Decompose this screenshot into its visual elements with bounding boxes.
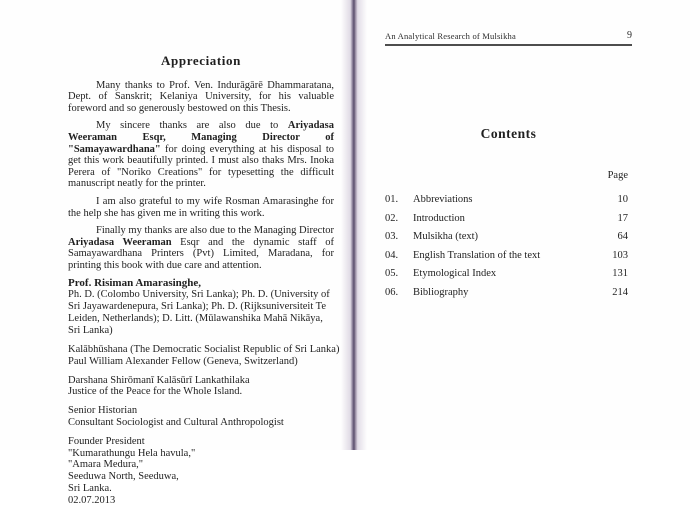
left-page bbox=[0, 0, 352, 506]
toc-entry-label: Etymological Index bbox=[413, 268, 497, 280]
author-honors bbox=[68, 344, 340, 368]
address-line: Founder President bbox=[68, 435, 145, 447]
toc-entry-label: Introduction bbox=[413, 212, 465, 224]
toc-entry-page: 214 bbox=[612, 286, 628, 298]
address-line: Sri Lanka. bbox=[68, 483, 112, 495]
paragraph-bold-text: Ariyadasa Weeraman bbox=[68, 236, 172, 248]
running-header bbox=[385, 30, 632, 46]
toc-entry-label: Bibliography bbox=[413, 286, 469, 298]
toc-entry-number: 05. bbox=[385, 268, 399, 280]
toc-entry-number: 04. bbox=[385, 249, 399, 261]
paragraph-text: Esqr and the dynamic staff of Samayawardhana Printers (Pvt) Limited, Maradana, for printing this book with due care and attention. bbox=[68, 236, 334, 271]
acknowledgement-paragraph-2 bbox=[68, 120, 334, 190]
table-of-contents bbox=[385, 194, 632, 299]
paragraph-text: Finally my thanks are also due to the Managing Director bbox=[96, 225, 334, 237]
toc-entry-page: 103 bbox=[612, 249, 628, 261]
honor-line: Paul William Alexander Fellow (Geneva, Switzerland) bbox=[68, 355, 298, 367]
address-line: "Amara Medura," bbox=[68, 459, 144, 471]
right-page bbox=[356, 0, 700, 450]
toc-entry-page: 17 bbox=[617, 212, 628, 224]
date-line: 02.07.2013 bbox=[68, 494, 116, 506]
toc-entry-page: 64 bbox=[617, 231, 628, 243]
toc-entry-number: 01. bbox=[385, 194, 399, 205]
author-name: Prof. Risiman Amarasinghe, bbox=[68, 276, 202, 289]
page-column-label: Page bbox=[607, 170, 628, 181]
toc-entry-number: 03. bbox=[385, 231, 399, 243]
author-credentials: Ph. D. (Colombo University, Sri Lanka); Ph. D. (University of Sri Jayawardenepura, Sri Lanka); Ph. D. (Rijksuniversiteit Te Leiden, Netherlands); D. Litt. (Mūlawanshika Mahā Nikāya, Sri Lanka) bbox=[68, 289, 330, 337]
role-line: Senior Historian bbox=[68, 405, 138, 417]
appreciation-section bbox=[68, 53, 340, 514]
running-header-title: An Analytical Research of Mulsikha bbox=[385, 31, 516, 41]
toc-row bbox=[385, 268, 632, 280]
author-titles bbox=[68, 375, 334, 399]
acknowledgement-paragraph-1: Many thanks to Prof. Ven. Indurāgārē Dhammaratana, Dept. of Sanskrit; Kelaniya University, for his valuable foreword and so generously bestowed on this Thesis. bbox=[68, 79, 334, 114]
role-line: Consultant Sociologist and Cultural Anthropologist bbox=[68, 417, 284, 429]
toc-row bbox=[385, 287, 632, 299]
contents-section bbox=[385, 0, 632, 306]
toc-entry-page: 10 bbox=[617, 194, 628, 205]
toc-entry-page: 131 bbox=[612, 268, 628, 280]
toc-entry-number: 02. bbox=[385, 212, 399, 224]
paragraph-text: My sincere thanks are also due to bbox=[96, 120, 288, 132]
acknowledgement-paragraph-3: I am also grateful to my wife Rosman Amarasinghe for the help she has given me in writing this work. bbox=[68, 195, 334, 219]
author-address bbox=[68, 436, 334, 507]
address-line: "Kumarathungu Hela havula," bbox=[68, 447, 196, 459]
toc-row bbox=[385, 231, 632, 243]
toc-entry-label: English Translation of the text bbox=[413, 249, 541, 261]
toc-row bbox=[385, 194, 632, 206]
toc-entry-label: Mulsikha (text) bbox=[413, 231, 479, 243]
paragraph-bold-text: Ariyadasa Weeraman Esqr, Managing Director of "Samayawardhana" bbox=[68, 120, 334, 155]
honor-line: Kalābhūshana (The Democratic Socialist Republic of Sri Lanka) bbox=[68, 344, 340, 356]
paragraph-text: for doing everything at his disposal to get this work beautifully printed. I must also thaks Mrs. Inoka Perera of "Noriko Creations" for typesetting the difficult manuscript neatly for the printer. bbox=[68, 143, 334, 190]
appreciation-heading: Appreciation bbox=[161, 53, 241, 68]
toc-entry-number: 06. bbox=[385, 286, 399, 298]
address-line: Seeduwa North, Seeduwa, bbox=[68, 471, 179, 483]
page-number: 9 bbox=[627, 30, 632, 41]
toc-row bbox=[385, 250, 632, 262]
toc-entry-label: Abbreviations bbox=[413, 194, 473, 205]
contents-heading: Contents bbox=[480, 126, 537, 141]
toc-row bbox=[385, 213, 632, 225]
title-line: Darshana Shirōmanī Kalāsūrī Lankathilaka bbox=[68, 374, 250, 386]
author-roles bbox=[68, 405, 334, 429]
acknowledgement-paragraph-4 bbox=[68, 225, 334, 271]
title-line: Justice of the Peace for the Whole Island. bbox=[68, 386, 243, 398]
